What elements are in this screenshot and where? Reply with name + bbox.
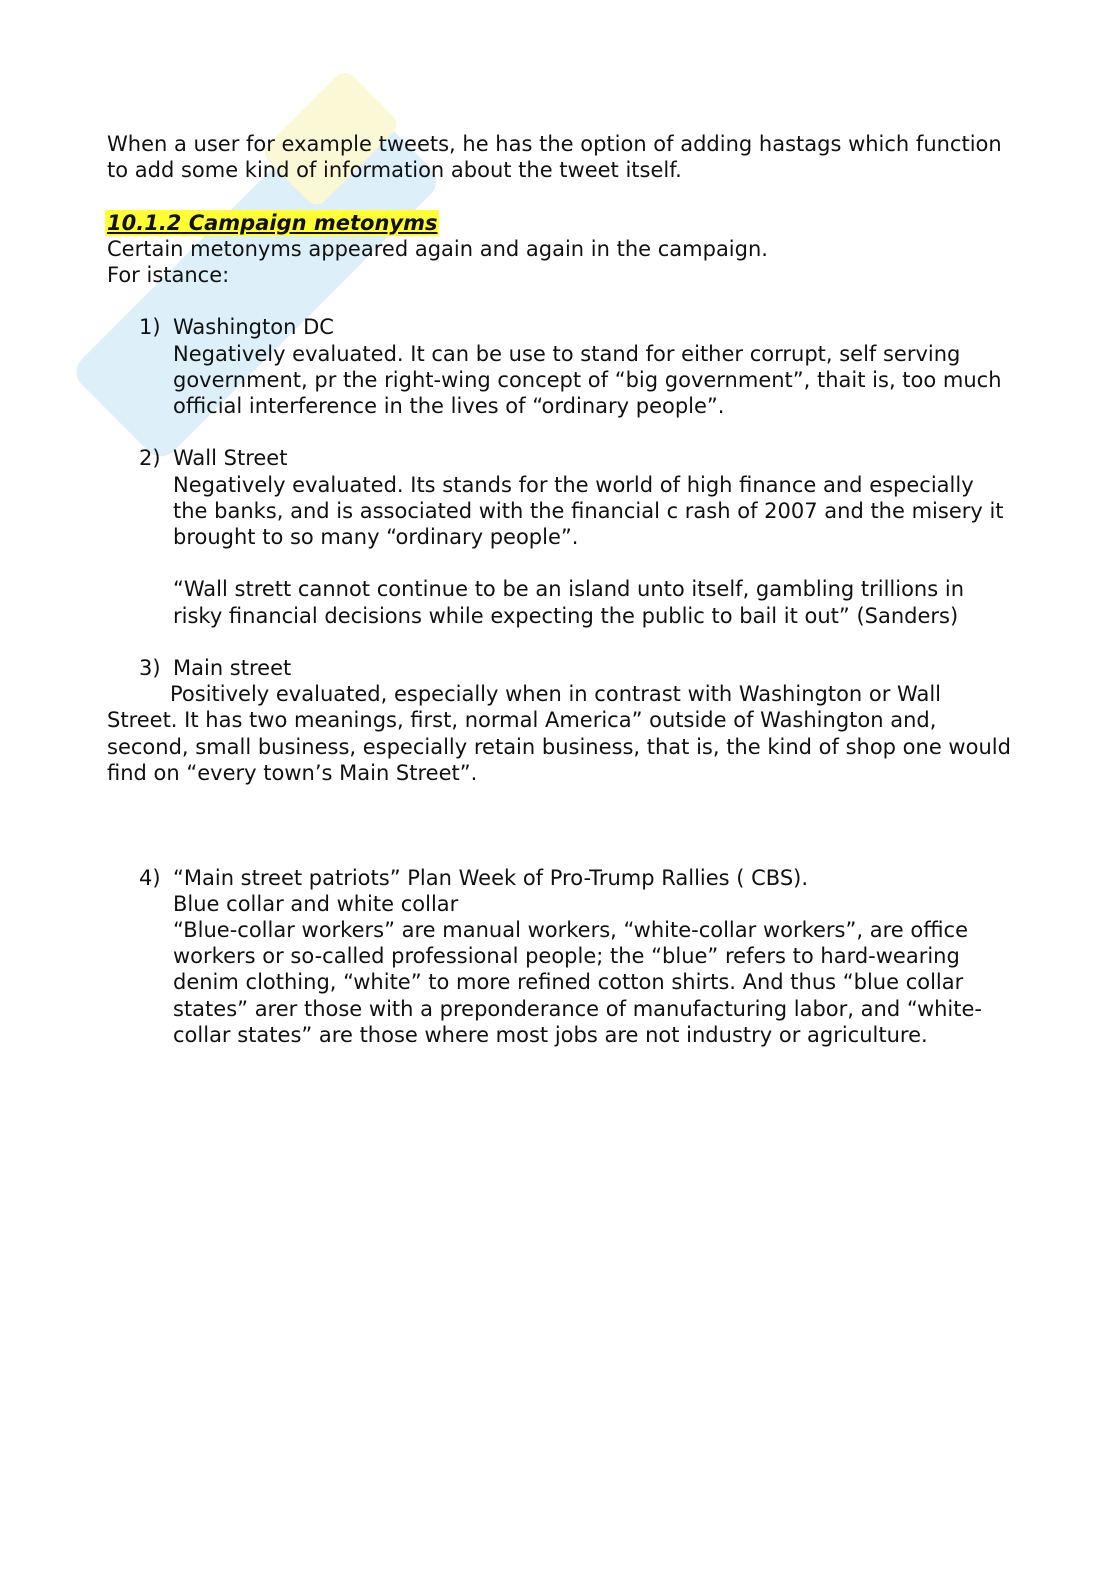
intro-paragraph: When a user for example tweets, he has the option of adding hastags which function to add some kind of information about the tweet itself. <box>107 132 1002 183</box>
list-number: 2) <box>139 446 161 471</box>
section-heading: 10.1.2 Campaign metonyms <box>107 210 438 235</box>
list-item-text: “Blue-collar workers” are manual workers, “white-collar workers”, are office workers or so-called professional people; the “blue” refers to hard-wearing denim clothing, “white” to more refined cotton shirts. And thus “blue collar states” arer those with a preponderance of manufacturing labor, and “white-collar states” are those where most jobs are not industry or agriculture. <box>173 918 983 1047</box>
section-lead: Certain metonyms appeared again and again in the campaign. <box>107 236 768 261</box>
list-item-title: Main street <box>173 655 292 680</box>
list-item-title: “Main street patriots” Plan Week of Pro-Trump Rallies ( CBS). <box>173 865 809 890</box>
list-item-text: Negatively evaluated. Its stands for the world of high finance and especially the banks, and is associated with the financial c rash of 2007 and the misery it brought to so many “ordinary people”. <box>173 472 1004 549</box>
list-number: 1) <box>139 315 161 340</box>
list-item-quote: “Wall strett cannot continue to be an island unto itself, gambling trillions in risky financial decisions while expecting the public to bail it out” (Sanders) <box>173 577 965 628</box>
list-item-text: Positively evaluated, especially when in contrast with Washington or Wall Street. It has two meanings, first, normal America” outside of Washington and, second, small business, especially retain business, that is, the kind of shop one would find on “every town’s Main Street”. <box>107 682 1011 785</box>
list-item-title: Washington DC <box>173 315 334 340</box>
list-item-main-street <box>107 655 1012 681</box>
list-item-title: Wall Street <box>173 446 288 471</box>
list-item-wall-street <box>107 445 1012 628</box>
document-page <box>107 131 1012 1048</box>
list-item-text: Negatively evaluated. It can be use to stand for either corrupt, self serving government, pr the right-wing concept of “big government”, thait is, too much official interference in the lives of “ordinary people”. <box>173 341 1002 418</box>
list-item-washington <box>107 314 1012 419</box>
list-number: 3) <box>139 655 161 680</box>
list-item-collar <box>107 865 1012 1048</box>
list-number: 4) <box>139 865 161 890</box>
list-item-subtitle: Blue collar and white collar <box>173 891 459 916</box>
section-lead-2: For istance: <box>107 263 230 287</box>
section-heading-row <box>107 210 1012 236</box>
